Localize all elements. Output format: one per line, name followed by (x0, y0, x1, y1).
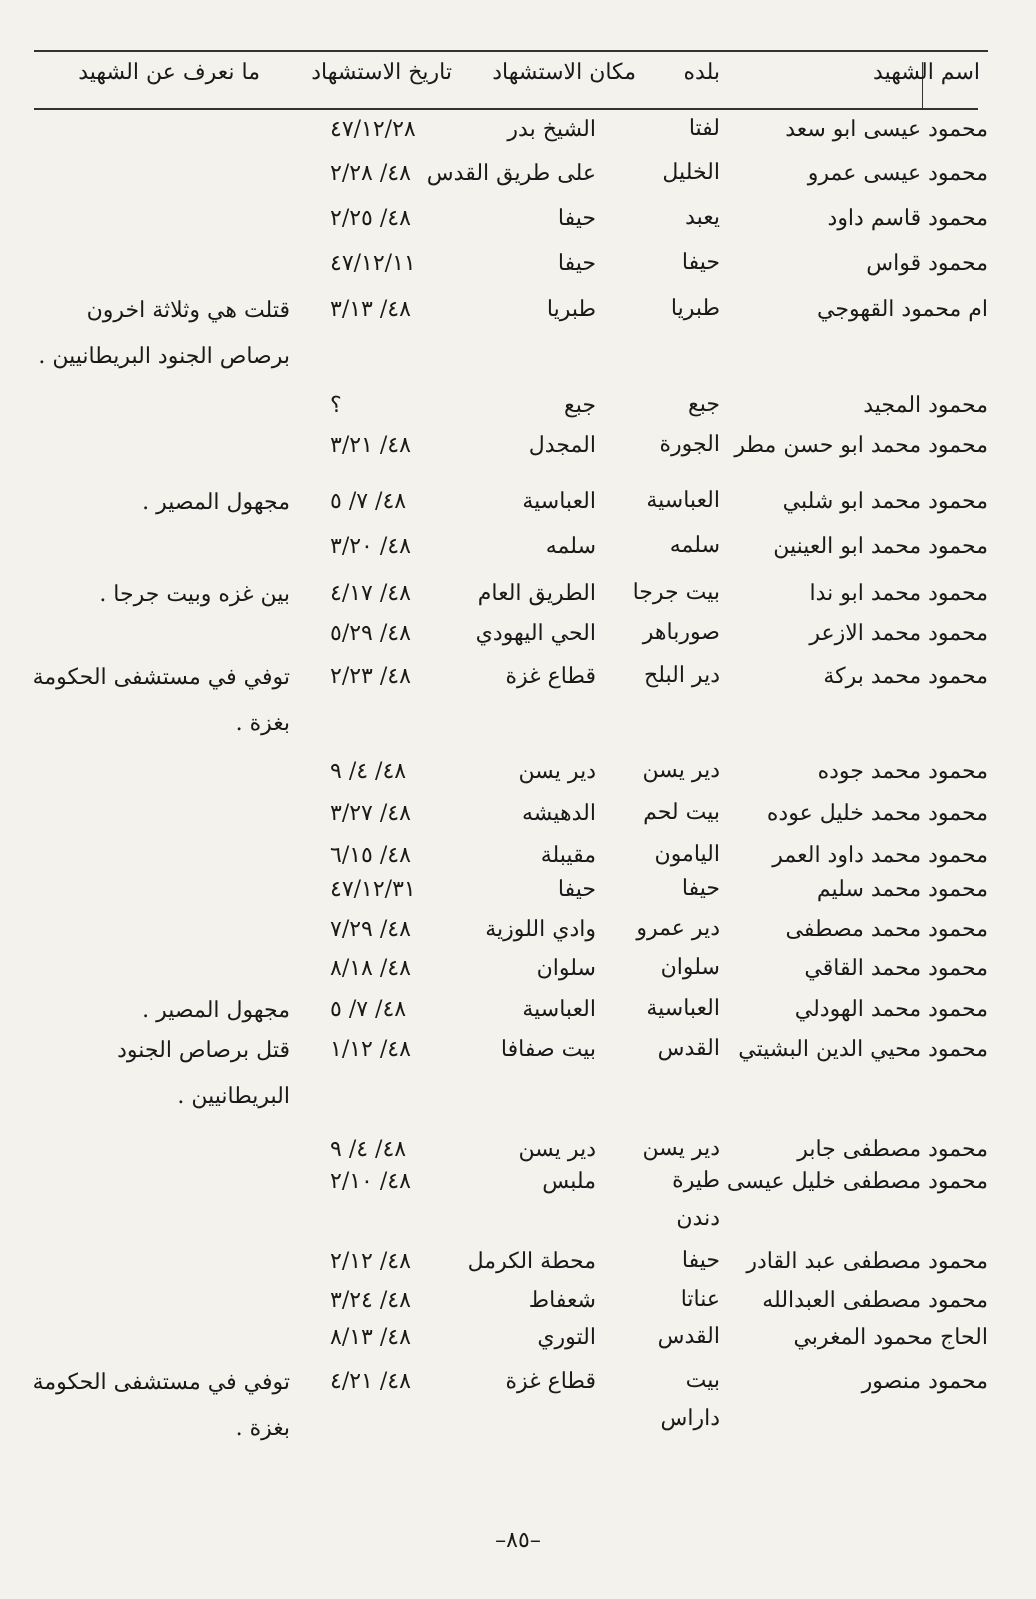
martyr-name: محمود محمد ابو العينين (773, 534, 988, 559)
martyrdom-date: ٤٨/ ٧/ ٥ (330, 997, 407, 1022)
martyrdom-date: ٤٨/ ٢/٢٣ (330, 664, 411, 689)
martyrdom-place: ملبس (542, 1169, 596, 1194)
martyrdom-date: ٤٨/ ٣/٢٠ (330, 534, 411, 559)
martyrdom-date: ؟ (330, 393, 342, 418)
martyr-town: جبع (688, 392, 720, 417)
martyr-name: محمود المجيد (863, 393, 988, 418)
martyr-name: محمود محمد الهودلي (794, 997, 988, 1022)
martyrdom-place: حيفا (557, 206, 596, 231)
martyrdom-date: ٤٨/ ٣/٢٤ (330, 1288, 411, 1313)
martyr-name: محمود منصور (861, 1369, 988, 1394)
martyr-town: طيرة دندن (672, 1168, 720, 1231)
martyrdom-place: طبريا (546, 297, 596, 322)
martyr-name: محمود محمد القاقي (804, 956, 988, 981)
martyr-name: محمود مصطفى جابر (797, 1137, 988, 1162)
martyr-town: سلمه (669, 533, 720, 558)
martyrdom-place: الدهيشه (521, 801, 596, 826)
martyrdom-date: ٤٨/ ٦/١٥ (330, 843, 411, 868)
martyrdom-date: ٤٨/ ٢/١٢ (330, 1249, 411, 1274)
header-place: مكان الاستشهاد (492, 60, 636, 85)
martyr-town: يعبد (685, 205, 720, 230)
martyrdom-date: ٤٨/ ٧/ ٥ (330, 489, 407, 514)
martyrdom-date: ٤٨/ ٢/١٠ (330, 1169, 411, 1194)
martyrdom-place: محطة الكرمل (467, 1249, 596, 1274)
martyr-name: محمود محمد خليل عوده (766, 801, 988, 826)
martyrdom-date: ٤٨/ ٢/٢٥ (330, 206, 411, 231)
martyr-name: محمود محمد داود العمر (772, 843, 988, 868)
martyr-town: العباسية (646, 488, 720, 513)
martyrdom-date: ٤٨/ ٧/٢٩ (330, 917, 411, 942)
martyr-name: الحاج محمود المغربي (793, 1325, 988, 1350)
martyrdom-date: ٤٧/١٢/٣١ (330, 877, 416, 902)
martyrdom-place: حيفا (557, 877, 596, 902)
martyr-town: حيفا (681, 876, 720, 901)
martyrdom-place: المجدل (528, 433, 596, 458)
martyr-name: محمود مصطفى عبد القادر (746, 1249, 988, 1274)
page-number: –٨٥– (495, 1528, 541, 1553)
martyrdom-place: شعفاط (528, 1288, 596, 1313)
martyrdom-date: ٤٨/ ٤/ ٩ (330, 759, 407, 784)
martyr-name: محمود محمد مصطفى (785, 917, 988, 942)
header-town: بلده (683, 60, 720, 85)
header-note: ما نعرف عن الشهيد (78, 60, 260, 85)
martyrdom-date: ٤٨/ ٤/١٧ (330, 581, 411, 606)
martyr-name: محمود محمد سليم (816, 877, 988, 902)
top-rule (34, 50, 988, 52)
martyr-town: الجورة (659, 432, 720, 457)
martyrdom-place: دير يسن (518, 759, 596, 784)
martyr-note: توفي في مستشفى الحكومة بغزة . (32, 665, 290, 736)
martyr-town: بيت جرجا (632, 580, 720, 605)
martyrdom-place: التوري (537, 1325, 596, 1350)
martyrdom-place: الحي اليهودي (475, 621, 596, 646)
martyr-town: حيفا (681, 1248, 720, 1273)
martyr-name: محمود مصطفى خليل عيسى (726, 1169, 988, 1194)
martyrdom-date: ٤٨/ ٥/٢٩ (330, 621, 411, 646)
martyr-town: عناتا (680, 1287, 720, 1312)
martyrdom-place: وادي اللوزية (485, 917, 596, 942)
martyrdom-date: ٤٨/ ٣/٢١ (330, 433, 411, 458)
martyrdom-place: سلمه (545, 534, 596, 559)
martyr-town: دير يسن (642, 1136, 720, 1161)
martyrdom-place: على طريق القدس (426, 161, 596, 186)
martyr-town: اليامون (654, 842, 720, 867)
martyr-town: صورباهر (642, 620, 720, 645)
header-name: اسم الشهيد (873, 60, 980, 85)
martyr-town: دير يسن (642, 758, 720, 783)
martyrdom-date: ٤٨/ ٢/٢٨ (330, 161, 411, 186)
martyrdom-date: ٤٨/ ١/١٢ (330, 1037, 411, 1062)
martyr-note: قتلت هي وثلاثة اخرون برصاص الجنود البريطانيين . (38, 298, 290, 369)
martyrdom-date: ٤٧/١٢/١١ (330, 251, 416, 276)
header-rule (34, 108, 978, 110)
martyr-name: محمود محمد الازعر (809, 621, 988, 646)
martyrdom-date: ٤٨/ ٨/١٨ (330, 956, 411, 981)
martyrdom-place: دير يسن (518, 1137, 596, 1162)
header-date: تاريخ الاستشهاد (311, 60, 452, 85)
martyr-town: بيت داراس (660, 1368, 720, 1431)
martyr-town: لفتا (688, 116, 720, 141)
martyrdom-place: قطاع غزة (505, 1369, 596, 1394)
martyr-name: محمود محمد ابو ندا (809, 581, 988, 606)
martyr-name: ام محمود القهوجي (817, 297, 988, 322)
martyrdom-place: حيفا (557, 251, 596, 276)
martyr-town: سلوان (660, 955, 720, 980)
martyrdom-date: ٤٨/ ٤/٢١ (330, 1369, 411, 1394)
martyr-town: دير عمرو (636, 916, 720, 941)
martyrdom-date: ٤٨/ ٣/٢٧ (330, 801, 411, 826)
martyrdom-place: الشيخ بدر (507, 117, 596, 142)
martyr-name: محمود محيي الدين البشيتي (738, 1037, 988, 1062)
martyr-name: محمود محمد ابو حسن مطر (734, 433, 988, 458)
martyrdom-place: سلوان (536, 956, 596, 981)
martyr-note: بين غزه وبيت جرجا . (99, 582, 290, 607)
martyrdom-place: جبع (564, 393, 596, 418)
martyrdom-date: ٤٨/ ٨/١٣ (330, 1325, 411, 1350)
martyr-town: العباسية (646, 996, 720, 1021)
martyr-town: طبريا (670, 296, 720, 321)
martyr-name: محمود محمد ابو شلبي (782, 489, 988, 514)
martyr-note: قتل برصاص الجنود البريطانيين . (117, 1038, 290, 1109)
martyr-name: محمود قاسم داود (827, 206, 988, 231)
martyrdom-place: بيت صفافا (500, 1037, 596, 1062)
martyr-note: مجهول المصير . (142, 490, 290, 515)
martyrdom-place: الطريق العام (477, 581, 596, 606)
martyrdom-place: العباسية (522, 489, 596, 514)
martyr-town: دير البلح (644, 663, 720, 688)
martyr-town: بيت لحم (643, 800, 720, 825)
martyrdom-place: قطاع غزة (505, 664, 596, 689)
martyrdom-date: ٤٨/ ٣/١٣ (330, 297, 411, 322)
martyrdom-date: ٤٧/١٢/٢٨ (330, 117, 416, 142)
martyr-name: محمود قواس (866, 251, 988, 276)
martyr-town: الخليل (662, 160, 720, 185)
martyrdom-date: ٤٨/ ٤/ ٩ (330, 1137, 407, 1162)
martyrdom-place: مقيبلة (540, 843, 596, 868)
martyr-name: محمود محمد بركة (823, 664, 988, 689)
martyr-town: القدس (657, 1324, 720, 1349)
martyr-note: توفي في مستشفى الحكومة بغزة . (32, 1370, 290, 1441)
martyr-name: محمود محمد جوده (817, 759, 988, 784)
martyr-name: محمود عيسى عمرو (807, 161, 988, 186)
martyr-town: حيفا (681, 250, 720, 275)
martyr-name: محمود عيسى ابو سعد (785, 117, 988, 142)
martyr-note: مجهول المصير . (142, 998, 290, 1023)
martyr-name: محمود مصطفى العبدالله (762, 1288, 988, 1313)
martyrdom-place: العباسية (522, 997, 596, 1022)
martyr-town: القدس (657, 1036, 720, 1061)
